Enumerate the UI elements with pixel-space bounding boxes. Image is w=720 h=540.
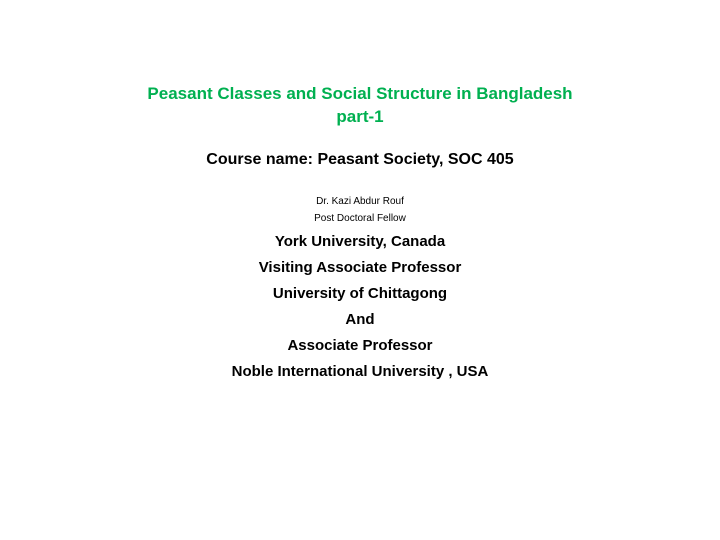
author-role: Post Doctoral Fellow bbox=[314, 213, 406, 224]
affiliation-line: Noble International University , USA bbox=[231, 363, 489, 380]
author-name: Dr. Kazi Abdur Rouf bbox=[316, 196, 404, 207]
affiliation-line: York University, Canada bbox=[274, 233, 446, 250]
affiliations bbox=[0, 229, 720, 385]
title-line-2: part-1 bbox=[336, 107, 384, 126]
title-line-1: Peasant Classes and Social Structure in Bangladesh bbox=[147, 84, 573, 103]
affiliation-line: Visiting Associate Professor bbox=[258, 259, 462, 276]
author-block bbox=[0, 193, 720, 227]
affiliation-line: Associate Professor bbox=[287, 337, 433, 354]
course-name: Course name: Peasant Society, SOC 405 bbox=[206, 151, 514, 168]
affiliation-line: And bbox=[345, 311, 375, 328]
slide-title bbox=[0, 82, 720, 128]
affiliation-line: University of Chittagong bbox=[272, 285, 448, 302]
